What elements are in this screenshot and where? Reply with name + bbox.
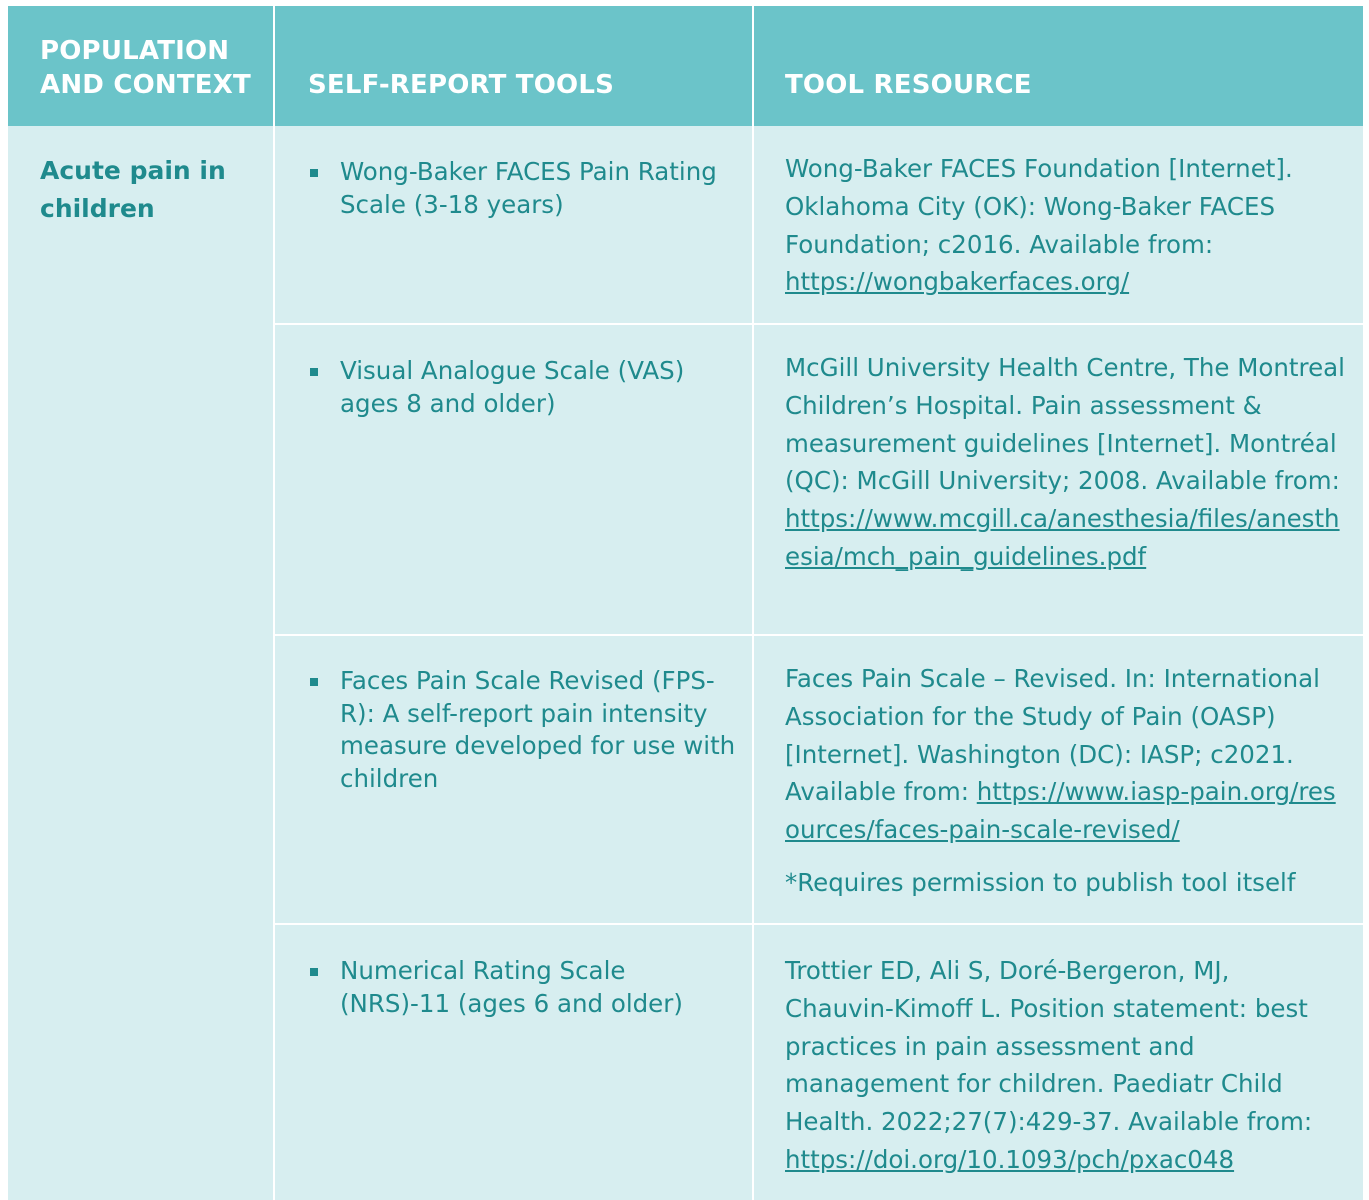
tool-label: Visual Analogue Scale (VAS) ages 8 and older) [340,356,685,418]
tool-vas [340,355,740,420]
bullet-icon [310,368,318,376]
bullet-icon [310,169,318,177]
resource-citation: Wong-Baker FACES Foundation [Internet]. Oklahoma City (OK): Wong-Baker FACES Foundation; c2016. Available from: [785,154,1293,259]
tool-label: Faces Pain Scale Revised (FPS-R): A self-report pain intensity measure developed for use with children [340,666,736,793]
resource-link[interactable]: https://www.iasp-pain.org/resources/faces-pain-scale-revised/ [785,777,1336,845]
resource-citation: McGill University Health Centre, The Montreal Children’s Hospital. Pain assessment & measurement guidelines [Internet]. Montréal (QC): McGill University; 2008. Available from: [785,353,1345,496]
row-divider-3 [273,923,1363,925]
resource-citation: Trottier ED, Ali S, Doré-Bergeron, MJ, Chauvin-Kimoff L. Position statement: best practices in pain assessment and management for children. Paediatr Child Health. 2022;27(7):429-37. Available from: [785,956,1313,1137]
header-population-context: POPULATION AND CONTEXT [40,36,251,100]
resource-nrs-11 [785,952,1345,1179]
bullet-icon [310,968,318,976]
tool-fps-r [340,665,740,795]
population-context-cell: Acute pain in children [40,156,226,223]
table-header [8,6,1363,126]
column-divider-2 [752,6,754,1200]
resource-link[interactable]: https://doi.org/10.1093/pch/pxac048 [785,1144,1235,1174]
header-self-report-tools: SELF-REPORT TOOLS [308,70,615,100]
tool-wong-baker [340,156,740,221]
resource-citation: Faces Pain Scale – Revised. In: International Association for the Study of Pain (OASP) [Internet]. Washington (DC): IASP; c2021. Available from: [785,664,1320,807]
tool-nrs-11 [340,955,740,1020]
header-tool-resource: TOOL RESOURCE [785,70,1032,100]
row-divider-1 [273,323,1363,325]
resource-link[interactable]: https://wongbakerfaces.org/ [785,267,1130,297]
resource-vas [785,349,1345,576]
tool-label: Numerical Rating Scale (NRS)-11 (ages 6 and older) [340,956,683,1018]
bullet-icon [310,678,318,686]
resource-wong-baker [785,150,1345,301]
permission-note: *Requires permission to publish tool itself [785,868,1296,897]
pain-tools-table [8,6,1363,1200]
resource-link[interactable]: https://www.mcgill.ca/anesthesia/files/anesthesia/mch_pain_guidelines.pdf [785,504,1340,571]
column-divider-1 [273,6,275,1200]
resource-fps-r [785,660,1345,849]
row-divider-2 [273,634,1363,636]
tool-label: Wong-Baker FACES Pain Rating Scale (3-18 years) [340,157,717,219]
